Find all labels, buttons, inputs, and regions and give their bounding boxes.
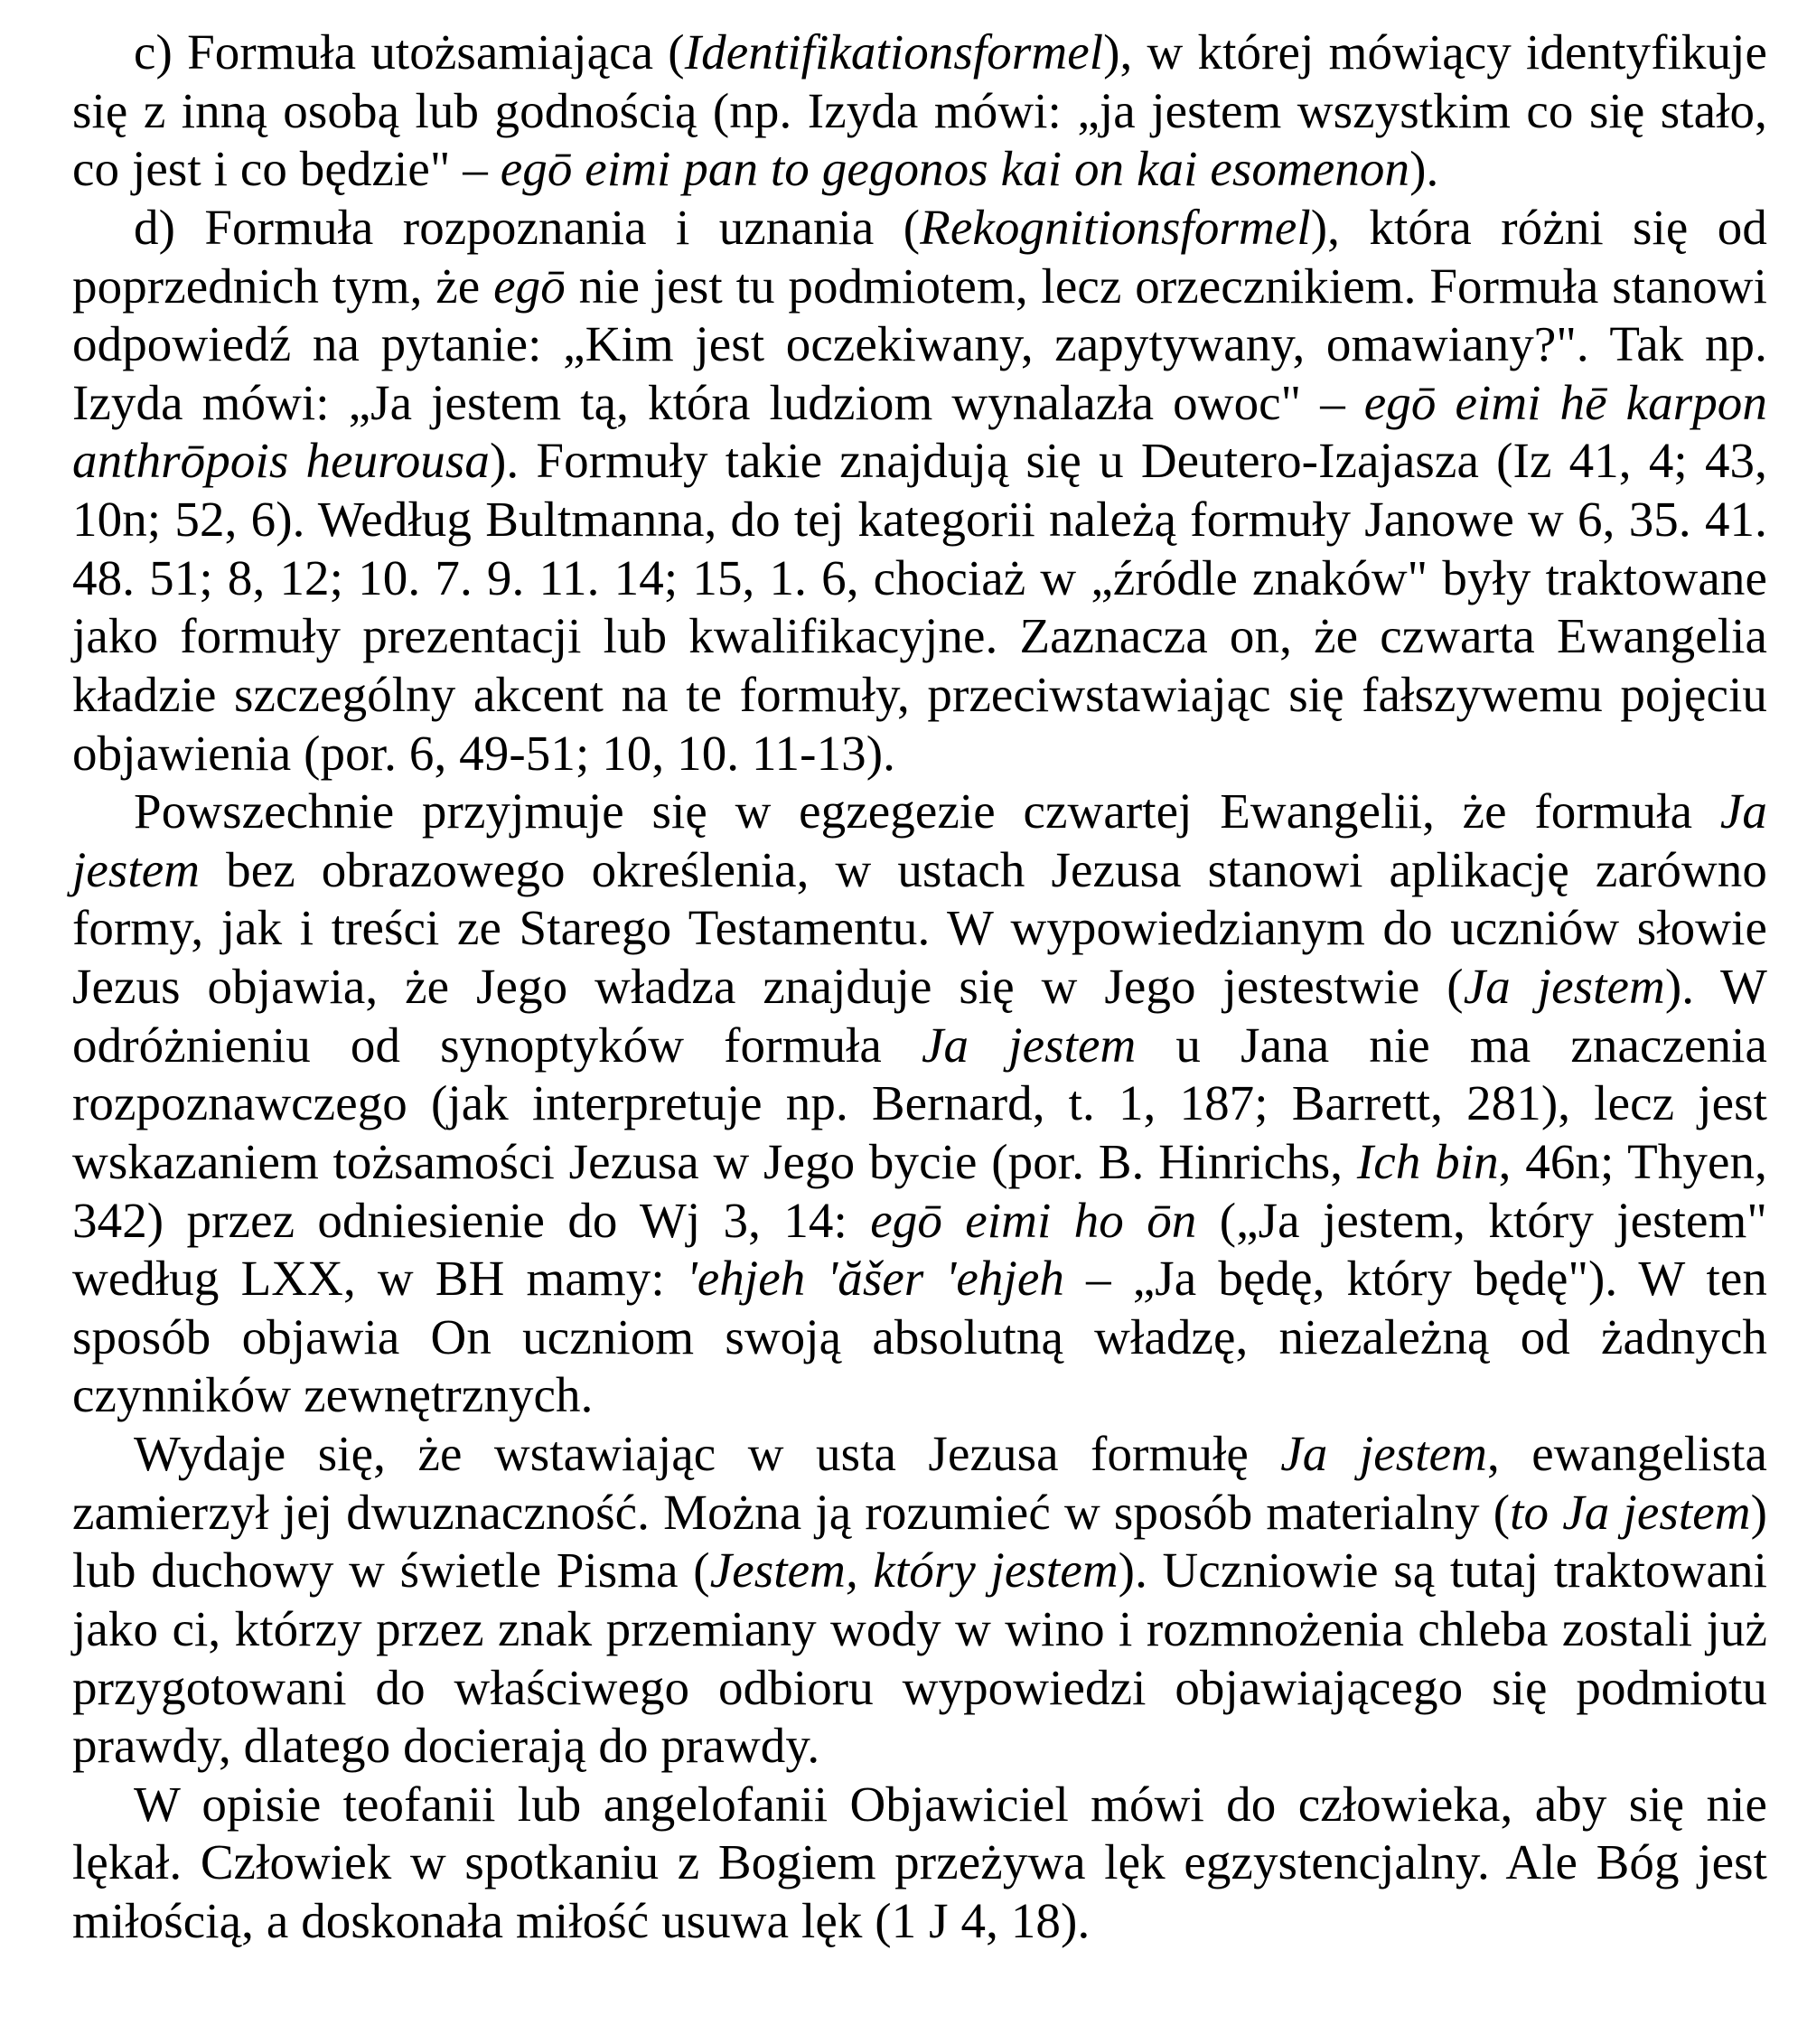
para-powszechnie-run-11: 'ehjeh 'ăšer 'ehjeh [686, 1251, 1064, 1307]
para-powszechnie-run-0: Powszechnie przyjmuje się w egzegezie czwartej Ewangelii, że formuła [134, 783, 1720, 839]
document-body [72, 23, 1767, 1951]
para-powszechnie-run-7: Ich bin [1356, 1133, 1499, 1189]
para-opis [72, 1776, 1767, 1951]
para-c-run-3: egō eimi pan to gegonos kai on kai esomenon [500, 141, 1410, 197]
para-powszechnie-run-5: Ja jestem [922, 1017, 1137, 1073]
para-d-run-3: egō [493, 258, 566, 314]
para-wydaje [72, 1425, 1767, 1776]
para-powszechnie-run-2: bez obrazowego określenia, w ustach Jezusa stanowi aplikację zarówno formy, jak i treści ze Starego Testamentu. W wypowiedzianym do uczniów słowie Jezus objawia, że Jego władza znajduje się w Jego jestestwie ( [72, 841, 1767, 1014]
para-c-run-4: ). [1409, 141, 1439, 197]
para-d-run-0: d) Formuła rozpoznania i uznania ( [134, 199, 921, 255]
para-wydaje-run-1: Ja jestem [1280, 1426, 1487, 1481]
para-wydaje-run-5: Jestem, który jestem [709, 1542, 1119, 1599]
para-c-run-2: ), w której mówiący identyfikuje się z inną osobą lub godnością (np. Izyda mówi: „ja jestem wszystkim co się stało, co jest i co będzie" – [72, 24, 1767, 197]
para-wydaje-run-3: to Ja jestem [1510, 1484, 1751, 1540]
para-c-run-1: Identifikationsformel [684, 24, 1104, 80]
para-c [72, 23, 1767, 199]
para-powszechnie-run-9: egō eimi ho ōn [870, 1192, 1197, 1248]
para-wydaje-run-4: ) lub duchowy w świetle Pisma ( [72, 1484, 1767, 1599]
para-d-run-1: Rekognitionsformel [920, 199, 1311, 255]
para-powszechnie-run-3: Ja jestem [1463, 959, 1665, 1014]
para-powszechnie-run-1: Ja jestem [72, 783, 1767, 897]
para-wydaje-run-2: , ewangelista zamierzył jej dwuznaczność. Można ją rozumieć w sposób materialny ( [72, 1426, 1767, 1540]
para-powszechnie-run-10: („Ja jestem, który jestem" według LXX, w BH mamy: [72, 1192, 1767, 1307]
para-wydaje-run-6: ). Uczniowie są tutaj traktowani jako ci, którzy przez znak przemiany wody w wino i rozmnożenia chleba zostali już przygotowani do właściwego odbioru wypowiedzi objawiającego się podmiotu prawdy, dlatego docierają do prawdy. [72, 1542, 1767, 1774]
para-opis-run-0: W opisie teofanii lub angelofanii Objawiciel mówi do człowieka, aby się nie lękał. Człowiek w spotkaniu z Bogiem przeżywa lęk egzystencjalny. Ale Bóg jest miłością, a doskonała miłość usuwa lęk (1 J 4, 18). [72, 1776, 1767, 1948]
para-d-run-5: egō eimi hē karpon anthrōpois heurousa [72, 374, 1767, 489]
para-powszechnie-run-12: – „Ja będę, który będę"). W ten sposób objawia On uczniom swoją absolutną władzę, niezależną od żadnych czynników zewnętrznych. [72, 1251, 1767, 1423]
para-powszechnie-run-6: u Jana nie ma znaczenia rozpoznawczego (jak interpretuje np. Bernard, t. 1, 187; Barrett, 281), lecz jest wskazaniem tożsamości Jezusa w Jego bycie (por. B. Hinrichs, [72, 1017, 1768, 1189]
para-c-run-0: c) Formuła utożsamiająca ( [134, 24, 685, 80]
para-wydaje-run-0: Wydaje się, że wstawiając w usta Jezusa formułę [134, 1426, 1281, 1481]
para-powszechnie-run-4: ). W odróżnieniu od synoptyków formuła [72, 959, 1767, 1073]
para-d-run-2: ), która różni się od poprzednich tym, że [72, 199, 1767, 314]
para-d-run-4: nie jest tu podmiotem, lecz orzecznikiem. Formuła stanowi odpowiedź na pytanie: „Kim jest oczekiwany, zapytywany, omawiany?". Tak np. Izyda mówi: „Ja jestem tą, która ludziom wynalazła owoc" – [72, 258, 1768, 430]
para-powszechnie-run-8: , 46n; Thyen, 342) przez odniesienie do Wj 3, 14: [72, 1133, 1767, 1248]
para-d [72, 199, 1767, 783]
para-d-run-6: ). Formuły takie znajdują się u Deutero-Izajasza (Iz 41, 4; 43, 10n; 52, 6). Według Bultmanna, do tej kategorii należą formuły Janowe w 6, 35. 41. 48. 51; 8, 12; 10. 7. 9. 11. 14; 15, 1. 6, chociaż w „źródle znaków" były traktowane jako formuły prezentacji lub kwalifikacyjne. Zaznacza on, że czwarta Ewangelia kładzie szczególny akcent na te formuły, przeciwstawiając się fałszywemu pojęciu objawienia (por. 6, 49-51; 10, 10. 11-13). [72, 433, 1767, 781]
para-powszechnie [72, 783, 1767, 1425]
